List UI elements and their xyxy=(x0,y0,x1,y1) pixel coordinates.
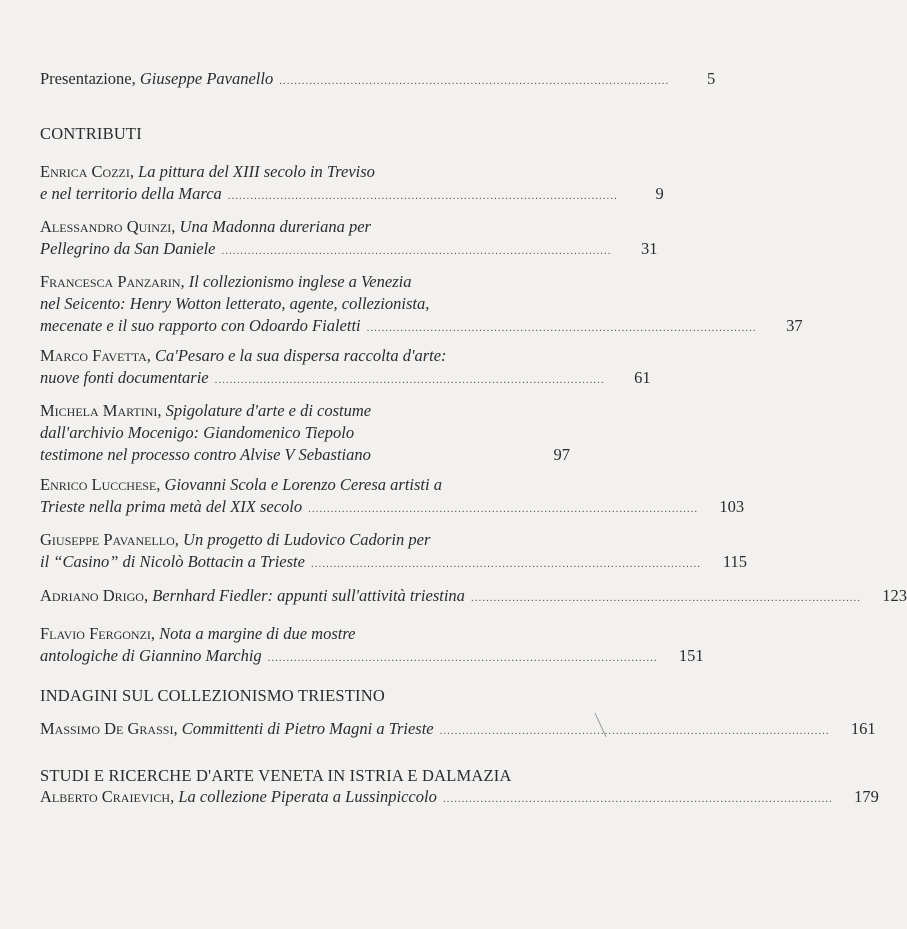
dot-leader: ........................................................................................................ xyxy=(310,558,701,570)
page-number: 151 xyxy=(678,646,704,665)
section-heading-contributi: CONTRIBUTI xyxy=(40,124,142,143)
entry-author: Francesca Panzarin xyxy=(40,272,181,291)
entry-title: testimone nel processo contro Alvise V Sebastiano xyxy=(40,445,371,464)
toc-entry: Marco Favetta, Ca'Pesaro e la sua dispersa raccolta d'arte: nuove fonti documentarie ........................................................................................................ 61 xyxy=(40,345,570,391)
page-number: 115 xyxy=(722,552,747,571)
dot-leader: ........................................................................................................ xyxy=(214,374,605,386)
entry-title: Giovanni Scola e Lorenzo Ceresa artisti a xyxy=(164,475,442,494)
section-heading-indagini: INDAGINI SUL COLLEZIONISMO TRIESTINO xyxy=(40,686,385,705)
toc-entry: Massimo De Grassi, Committenti di Pietro Magni a Trieste ........................................................................................................ 161 xyxy=(40,718,570,742)
toc-entry: Alberto Craievich, La collezione Piperata a Lussinpiccolo ........................................................................................................ 179 xyxy=(40,786,570,810)
page-number: 31 xyxy=(641,239,658,258)
entry-author: Marco Favetta xyxy=(40,346,147,365)
dot-leader: ........................................................................................................ xyxy=(221,245,612,257)
entry-author: Adriano Drigo xyxy=(40,586,144,605)
entry-author: Giuseppe Pavanello xyxy=(40,530,175,549)
entry-title: La pittura del XIII secolo in Treviso xyxy=(138,162,375,181)
entry-author: Enrico Lucchese xyxy=(40,475,157,494)
page-number: 179 xyxy=(854,787,879,806)
entry-author: Enrica Cozzi xyxy=(40,162,130,181)
entry-author: Alessandro Quinzi xyxy=(40,217,172,236)
page-number: 5 xyxy=(706,69,716,88)
page-number: 37 xyxy=(786,316,803,335)
page-number: 97 xyxy=(553,445,570,464)
entry-title: Committenti di Pietro Magni a Trieste xyxy=(181,719,434,738)
page-number: 61 xyxy=(634,368,651,387)
toc-entry: Enrico Lucchese, Giovanni Scola e Lorenzo Ceresa artisti a Trieste nella prima metà del XIX secolo ........................................................................................................ 103 xyxy=(40,474,570,520)
entry-title: Il collezionismo inglese a Venezia xyxy=(188,272,412,291)
toc-entry: Flavio Fergonzi, Nota a margine di due mostre antologiche di Giannino Marchig ........................................................................................................ 151 xyxy=(40,623,570,669)
dot-leader: ........................................................................................................ xyxy=(439,725,830,737)
page-number: 123 xyxy=(882,586,907,605)
entry-title: mecenate e il suo rapporto con Odoardo Fialetti xyxy=(40,316,361,335)
entry-label: Presentazione, xyxy=(40,69,140,88)
dot-leader: ........................................................................................................ xyxy=(308,503,699,515)
entry-title: Una Madonna dureriana per xyxy=(179,217,371,236)
entry-author: Massimo De Grassi xyxy=(40,719,174,738)
dot-leader: ........................................................................................................ xyxy=(442,793,833,805)
toc-entry: Enrica Cozzi, La pittura del XIII secolo in Treviso e nel territorio della Marca ........................................................................................................ 9 xyxy=(40,161,570,207)
toc-entry: Alessandro Quinzi, Una Madonna dureriana per Pellegrino da San Daniele ........................................................................................................ 31 xyxy=(40,216,570,262)
entry-title: nel Seicento: Henry Wotton letterato, agente, collezionista, xyxy=(40,294,430,313)
toc-entry: Francesca Panzarin, Il collezionismo inglese a Venezia nel Seicento: Henry Wotton letterato, agente, collezionista, mecenate e il suo rapporto con Odoardo Fialetti ........................................................................................................ 37 xyxy=(40,271,570,339)
entry-title: Bernhard Fiedler: appunti sull'attività triestina xyxy=(152,586,465,605)
entry-title: Un progetto di Ludovico Cadorin per xyxy=(183,530,431,549)
entry-author: Michela Martini xyxy=(40,401,158,420)
entry-author: Flavio Fergonzi xyxy=(40,624,151,643)
toc-entry: Giuseppe Pavanello, Un progetto di Ludovico Cadorin per il “Casino” di Nicolò Bottacin a Trieste ........................................................................................................ 115 xyxy=(40,529,570,575)
dot-leader: ........................................................................................................ xyxy=(267,652,658,664)
entry-title: nuove fonti documentarie xyxy=(40,368,209,387)
entry-title: Ca'Pesaro e la sua dispersa raccolta d'arte: xyxy=(155,346,447,365)
page-number: 9 xyxy=(655,184,664,203)
entry-title: antologiche di Giannino Marchig xyxy=(40,646,262,665)
entry-title: Trieste nella prima metà del XIX secolo xyxy=(40,497,303,516)
section-heading-studi: STUDI E RICERCHE D'ARTE VENETA IN ISTRIA E DALMAZIA xyxy=(40,766,512,785)
entry-author: Alberto Craievich xyxy=(40,787,171,806)
entry-title: il “Casino” di Nicolò Bottacin a Trieste xyxy=(40,552,305,571)
dot-leader: ........................................................................................................ xyxy=(366,322,757,334)
entry-title: Pellegrino da San Daniele xyxy=(40,239,216,258)
entry-title: Spigolature d'arte e di costume xyxy=(165,401,372,420)
page-number: 103 xyxy=(719,497,745,516)
dot-leader: ........................................................................................................ xyxy=(470,592,861,604)
entry-author: Giuseppe Pavanello xyxy=(139,69,274,88)
toc-entry: Adriano Drigo, Bernhard Fiedler: appunti sull'attività triestina ........................................................................................................ 123 xyxy=(40,585,570,609)
entry-title: La collezione Piperata a Lussinpiccolo xyxy=(178,787,437,806)
entry-title: Nota a margine di due mostre xyxy=(159,624,356,643)
toc-entry: Michela Martini, Spigolature d'arte e di costume dall'archivio Mocenigo: Giandomenico Tiepolo testimone nel processo contro Alvise V Sebastiano 97 xyxy=(40,401,570,464)
toc-entry-presentazione xyxy=(40,68,716,92)
entry-title: dall'archivio Mocenigo: Giandomenico Tiepolo xyxy=(40,423,355,442)
dot-leader: ........................................................................................................ xyxy=(279,75,670,87)
dot-leader: ........................................................................................................ xyxy=(227,190,618,202)
page-number: 161 xyxy=(850,719,876,738)
entry-title: e nel territorio della Marca xyxy=(40,184,222,203)
